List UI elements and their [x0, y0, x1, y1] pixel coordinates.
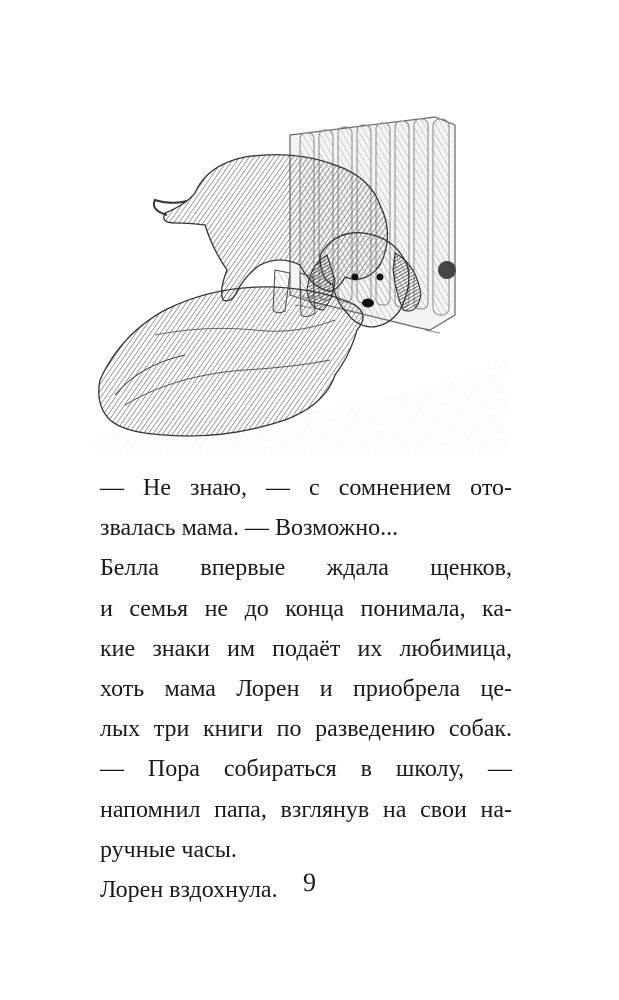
page-text	[100, 468, 512, 910]
text-line: лых три книги по разведению собак.	[100, 716, 512, 743]
page-number: 9	[303, 868, 316, 897]
text-line: ручные часы.	[100, 836, 237, 863]
puppy-with-blanket-drawing	[95, 105, 505, 450]
text-line: Лорен вздохнула.	[100, 876, 278, 903]
text-line: Белла впервые ждала щенков,	[100, 555, 512, 582]
text-line: — Не знаю, — с сомнением ото-	[100, 475, 512, 501]
text-line: кие знаки им подаёт их любимица,	[100, 635, 512, 662]
text-line: хоть мама Лорен и приобрела це-	[100, 675, 512, 702]
text-line: напомнил папа, взглянув на свои на-	[100, 796, 512, 823]
text-line: — Пора собираться в школу, —	[100, 756, 512, 783]
puppy-illustration	[95, 105, 505, 450]
text-line: и семья не до конца понимала, ка-	[100, 595, 512, 622]
text-line: звалась мама. — Возможно...	[100, 515, 399, 542]
